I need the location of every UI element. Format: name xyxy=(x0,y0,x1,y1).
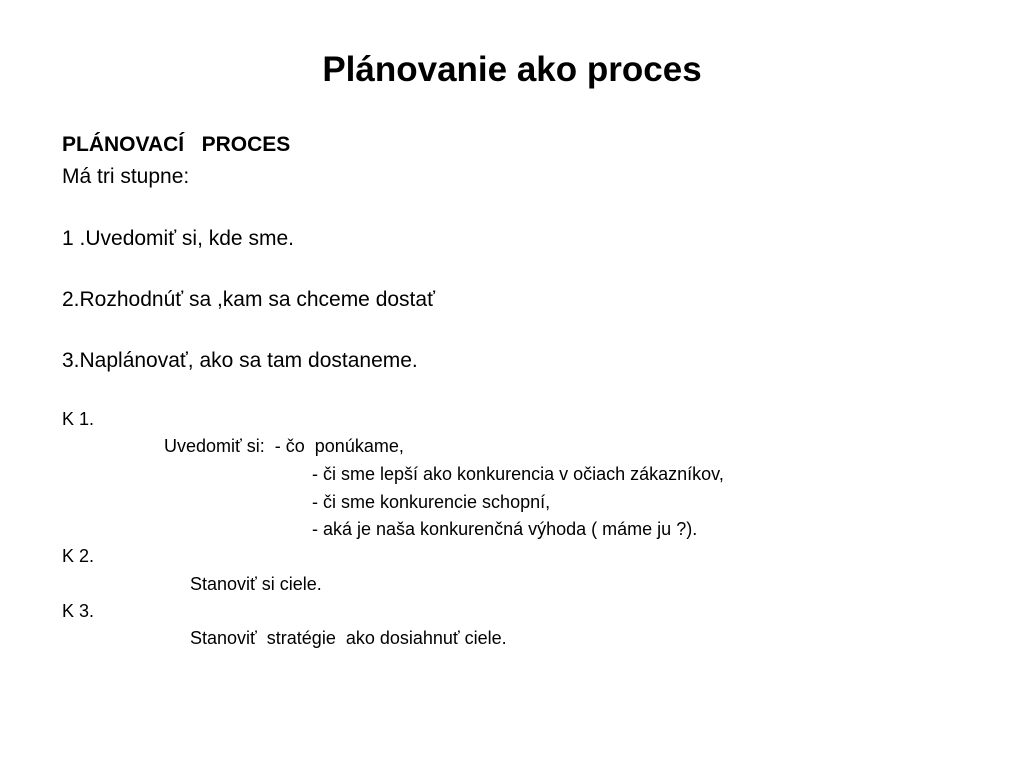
k1-label: K 1. xyxy=(62,409,95,429)
k1-lead: Uvedomiť si: - čo ponúkame, xyxy=(164,436,404,456)
k2-text: Stanoviť si ciele. xyxy=(190,574,322,594)
step-2: 2.Rozhodnúť sa ,kam sa chceme dostať xyxy=(62,288,435,311)
k2-label: K 2. xyxy=(62,546,95,566)
k1-item-2: - či sme konkurencie schopní, xyxy=(312,492,551,512)
k1-item-1: - či sme lepší ako konkurencia v očiach zákazníkov, xyxy=(312,464,724,484)
intro-text: Má tri stupne: xyxy=(62,165,190,188)
step-1: 1 .Uvedomiť si, kde sme. xyxy=(62,227,294,250)
k1-item-3: - aká je naša konkurenčná výhoda ( máme ju ?). xyxy=(312,519,698,539)
k3-label: K 3. xyxy=(62,601,95,621)
section-heading: PLÁNOVACÍ PROCES xyxy=(62,133,291,156)
slide-title: Plánovanie ako proces xyxy=(322,50,702,89)
k3-text: Stanoviť stratégie ako dosiahnuť ciele. xyxy=(190,628,507,648)
step-3: 3.Naplánovať, ako sa tam dostaneme. xyxy=(62,349,418,372)
